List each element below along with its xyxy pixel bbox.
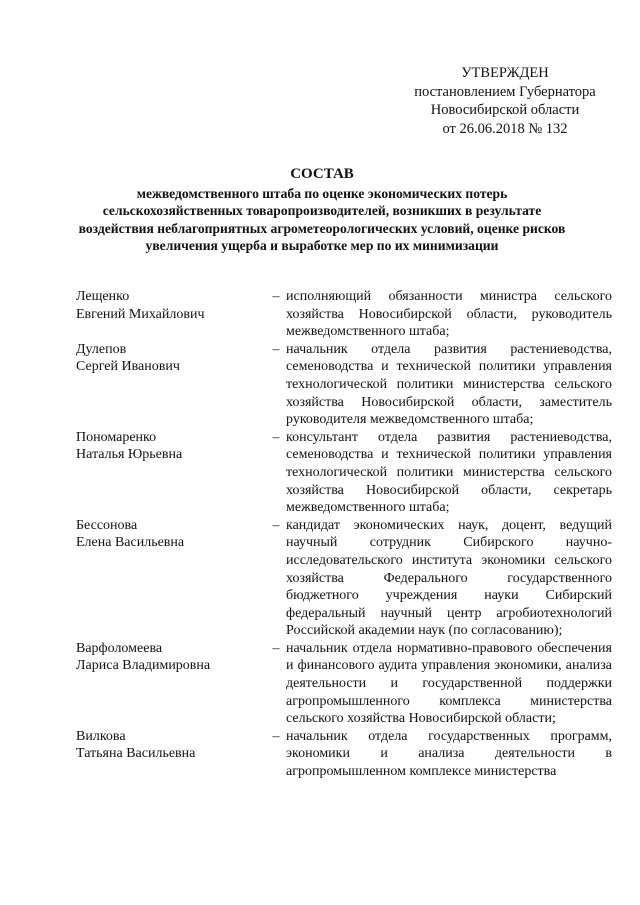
approval-date-number: от 26.06.2018 № 132 bbox=[442, 120, 568, 137]
member-row bbox=[76, 288, 616, 341]
member-dash: – bbox=[272, 341, 280, 357]
member-dash: – bbox=[272, 289, 280, 304]
member-row bbox=[76, 517, 616, 640]
member-name bbox=[76, 517, 266, 640]
document-subtitle: межведомственного штаба по оценке экономических потерь сельскохозяйственных товаропроизводителей, возникших в результате воздействия неблагоприятных агрометеорологических условий, оценке рисков увеличения ущерба и выработке мер по их минимизации bbox=[78, 185, 566, 254]
member-surname: Лещенко bbox=[76, 289, 130, 304]
member-given-name: Сергей Иванович bbox=[76, 359, 180, 375]
member-role: начальник отдела развития растениеводства, семеноводства и технической политики управления технологической политики министерства сельского хозяйства Новосибирской области, заместитель руководителя межведомственного штаба; bbox=[286, 341, 612, 428]
member-surname: Пономаренко bbox=[76, 429, 157, 445]
member-name bbox=[76, 728, 266, 781]
member-surname: Дулепов bbox=[76, 341, 127, 357]
member-surname: Вилкова bbox=[76, 728, 126, 744]
approval-block bbox=[405, 64, 605, 138]
member-role: начальник отдела нормативно-правового обеспечения и финансового аудита управления экономики, анализа деятельности и государственной поддержки агропромышленного комплекса министерства сельского хозяйства Новосибирской области; bbox=[286, 640, 612, 727]
member-role: исполняющий обязанности министра сельского хозяйства Новосибирской области, руководитель межведомственного штаба; bbox=[286, 289, 612, 340]
member-name bbox=[76, 640, 266, 728]
member-row bbox=[76, 728, 616, 781]
member-surname: Бессонова bbox=[76, 517, 138, 533]
member-dash: – bbox=[272, 429, 280, 445]
member-given-name: Лариса Владимировна bbox=[76, 658, 211, 674]
member-given-name: Наталья Юрьевна bbox=[76, 447, 183, 463]
approval-authority: постановлением Губернатора bbox=[414, 83, 596, 100]
member-given-name: Елена Васильевна bbox=[76, 535, 185, 551]
member-row bbox=[76, 341, 616, 429]
member-dash: – bbox=[272, 517, 280, 533]
member-surname: Варфоломеева bbox=[76, 640, 163, 656]
member-role: кандидат экономических наук, доцент, ведущий научный сотрудник Сибирского научно-исследовательского института экономики сельского хозяйства Федерального государственного бюджетного учреждения науки Сибирский федеральный научный центр агробиотехнологий Российской академии наук (по согласованию); bbox=[286, 517, 612, 639]
member-role: консультант отдела развития растениеводства, семеноводства и технической политики управления технологической политики министерства сельского хозяйства Новосибирской области, секретарь межведомственного штаба; bbox=[286, 429, 612, 516]
member-dash: – bbox=[272, 640, 280, 656]
approval-status: УТВЕРЖДЕН bbox=[461, 65, 549, 81]
member-name bbox=[76, 288, 266, 341]
member-given-name: Татьяна Васильевна bbox=[76, 746, 196, 762]
member-name bbox=[76, 429, 266, 517]
member-dash: – bbox=[272, 728, 280, 744]
member-role: начальник отдела государственных программ, экономики и анализа деятельности в агропромышленном комплексе министерства bbox=[286, 728, 612, 780]
approval-region: Новосибирской области bbox=[430, 102, 580, 118]
member-given-name: Евгений Михайлович bbox=[76, 306, 205, 322]
member-row bbox=[76, 640, 616, 728]
document-heading bbox=[70, 166, 574, 255]
member-row bbox=[76, 429, 616, 517]
member-list bbox=[76, 288, 616, 781]
document-title: СОСТАВ bbox=[290, 166, 354, 182]
member-name bbox=[76, 341, 266, 429]
